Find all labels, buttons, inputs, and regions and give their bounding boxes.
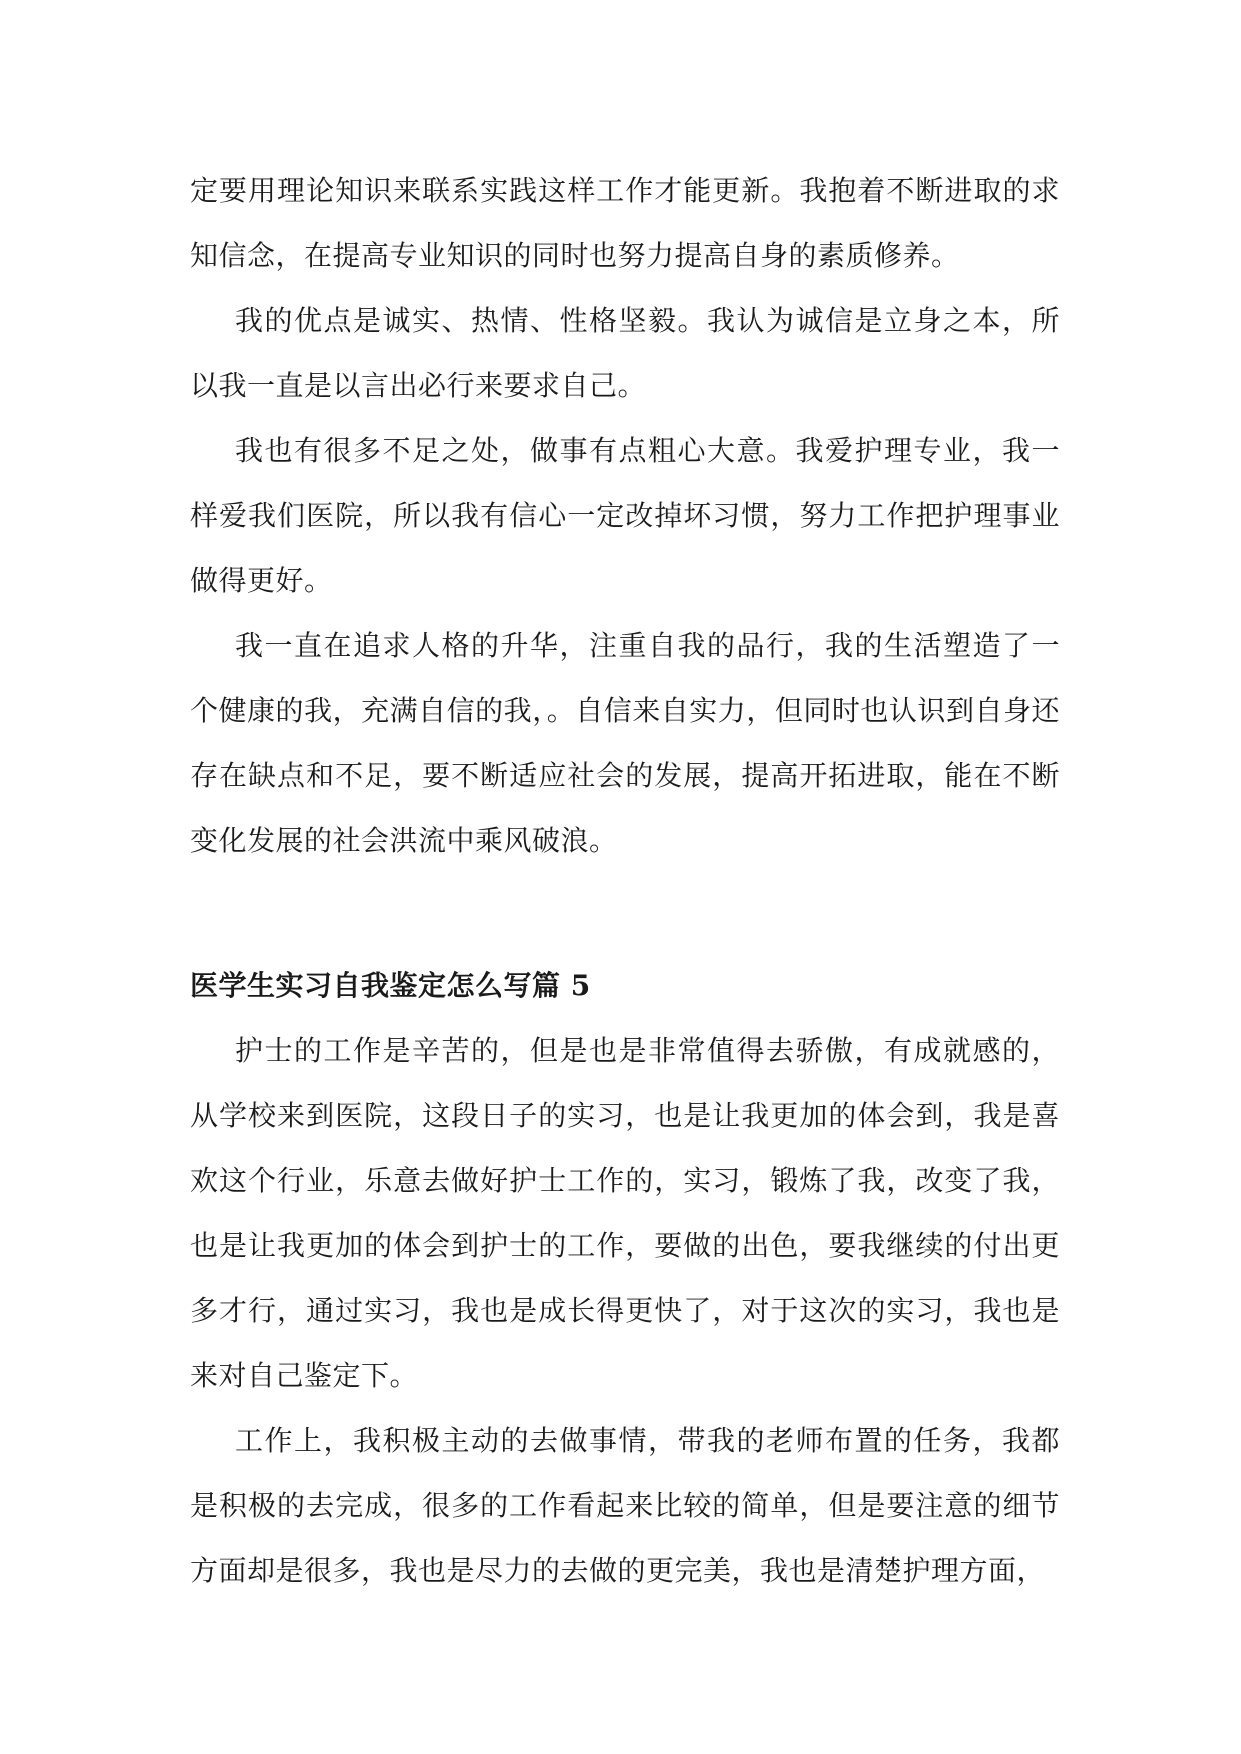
paragraph-character: 我一直在追求人格的升华，注重自我的品行，我的生活塑造了一个健康的我，充满自信的我，。自信来自实力，但同时也认识到自身还存在缺点和不足，要不断适应社会的发展，提高开拓进取，能在不断变化发展的社会洪流中乘风破浪。 xyxy=(190,629,1060,857)
paragraph-nursing-work: 护士的工作是辛苦的，但是也是非常值得去骄傲，有成就感的，从学校来到医院，这段日子的实习，也是让我更加的体会到，我是喜欢这个行业，乐意去做好护士工作的，实习，锻炼了我，改变了我，也是让我更加的体会到护士的工作，要做的出色，要我继续的付出更多才行，通过实习，我也是成长得更快了，对于这次的实习，我也是来对自己鉴定下。 xyxy=(190,1034,1060,1392)
paragraph-weaknesses: 我也有很多不足之处，做事有点粗心大意。我爱护理专业，我一样爱我们医院，所以我有信心一定改掉坏习惯，努力工作把护理事业做得更好。 xyxy=(190,434,1060,597)
section-heading: 医学生实习自我鉴定怎么写篇 5 xyxy=(190,969,591,1002)
section-spacer xyxy=(190,873,1060,953)
paragraph-strengths: 我的优点是诚实、热情、性格坚毅。我认为诚信是立身之本，所以我一直是以言出必行来要求自己。 xyxy=(190,304,1060,402)
document-page xyxy=(190,158,1060,1603)
paragraph-continuation: 定要用理论知识来联系实践这样工作才能更新。我抱着不断进取的求知信念，在提高专业知识的同时也努力提高自身的素质修养。 xyxy=(190,174,1060,272)
paragraph-work-attitude: 工作上，我积极主动的去做事情，带我的老师布置的任务，我都是积极的去完成，很多的工作看起来比较的简单，但是要注意的细节方面却是很多，我也是尽力的去做的更完美，我也是清楚护理方面， xyxy=(190,1424,1060,1587)
